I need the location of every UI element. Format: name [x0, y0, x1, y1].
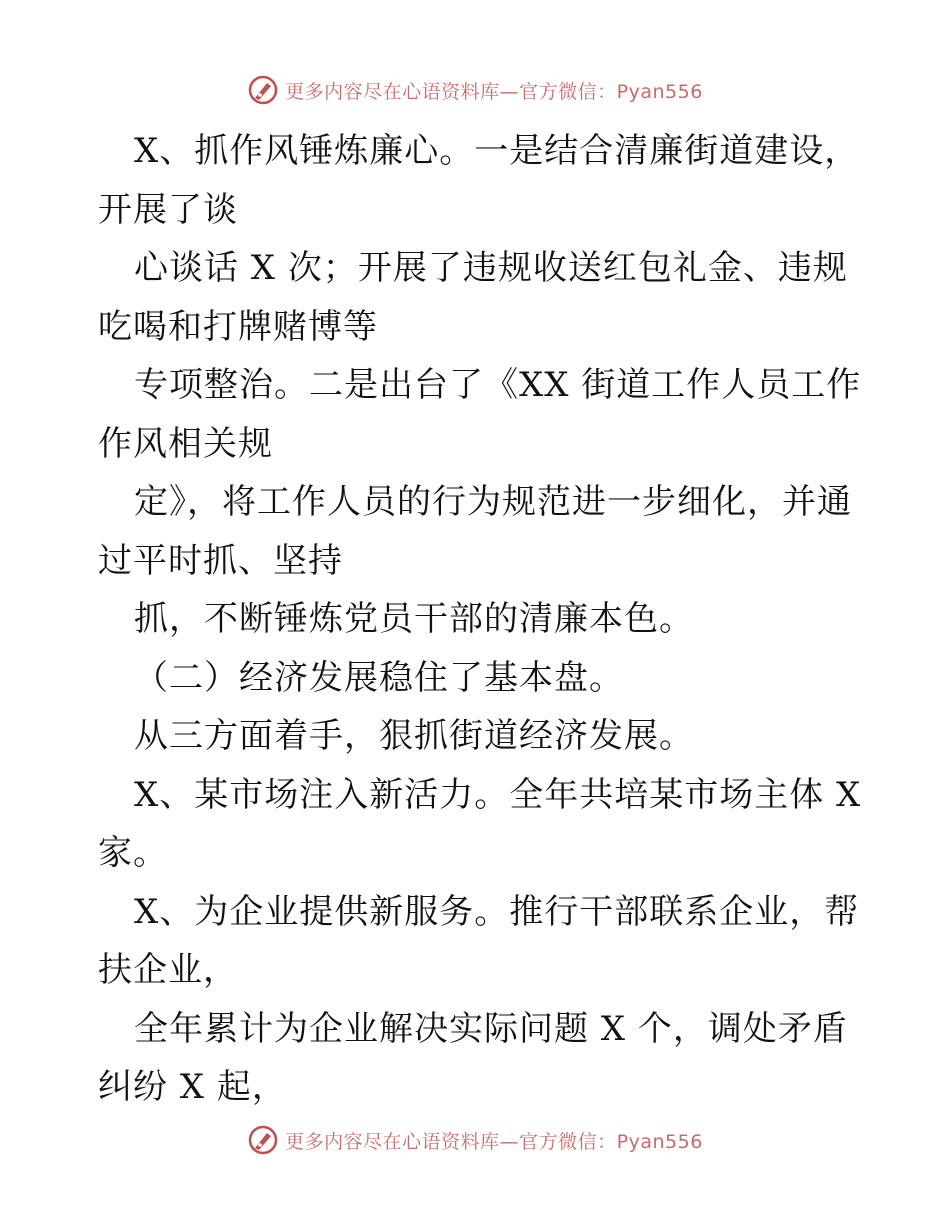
body-line: 从三方面着手，狠抓街道经济发展。: [134, 716, 694, 756]
body-line: 过平时抓、坚持: [98, 540, 343, 581]
body-line: X、某市场注入新活力。全年共培某市场主体 X: [134, 774, 862, 815]
body-line: 开展了谈: [98, 189, 238, 230]
body-line: X、抓作风锤炼廉心。一是结合清廉街道建设，: [134, 131, 860, 171]
header-watermark: [0, 70, 950, 110]
section-heading: （二）经济发展稳住了基本盘。: [134, 657, 624, 698]
body-line: 心谈话 X 次；开展了违规收送红包礼金、违规: [134, 248, 848, 288]
body-line: 纠纷 X 起，: [98, 1067, 287, 1107]
footer-watermark: [0, 1120, 950, 1160]
body-line: 家。: [98, 833, 168, 873]
body-line: 抓，不断锤炼党员干部的清廉本色。: [134, 599, 694, 639]
watermark-text: 更多内容尽在心语资料库—官方微信：Pyan556: [285, 1130, 703, 1153]
pen-nib-logo-icon: [247, 74, 279, 106]
body-line: 扶企业，: [98, 950, 238, 990]
document-body: [98, 122, 862, 1117]
body-line: 吃喝和打牌赌博等: [98, 306, 378, 347]
body-line: 专项整治。二是出台了《XX 街道工作人员工作: [134, 365, 862, 405]
body-line: 全年累计为企业解决实际问题 X 个，调处矛盾: [134, 1008, 848, 1049]
body-line: X、为企业提供新服务。推行干部联系企业，帮: [134, 891, 860, 932]
watermark-text: 更多内容尽在心语资料库—官方微信：Pyan556: [285, 80, 703, 103]
body-line: 定》，将工作人员的行为规范进一步细化，并通: [134, 482, 852, 522]
body-line: 作风相关规: [98, 423, 273, 464]
pen-nib-logo-icon: [247, 1124, 279, 1156]
